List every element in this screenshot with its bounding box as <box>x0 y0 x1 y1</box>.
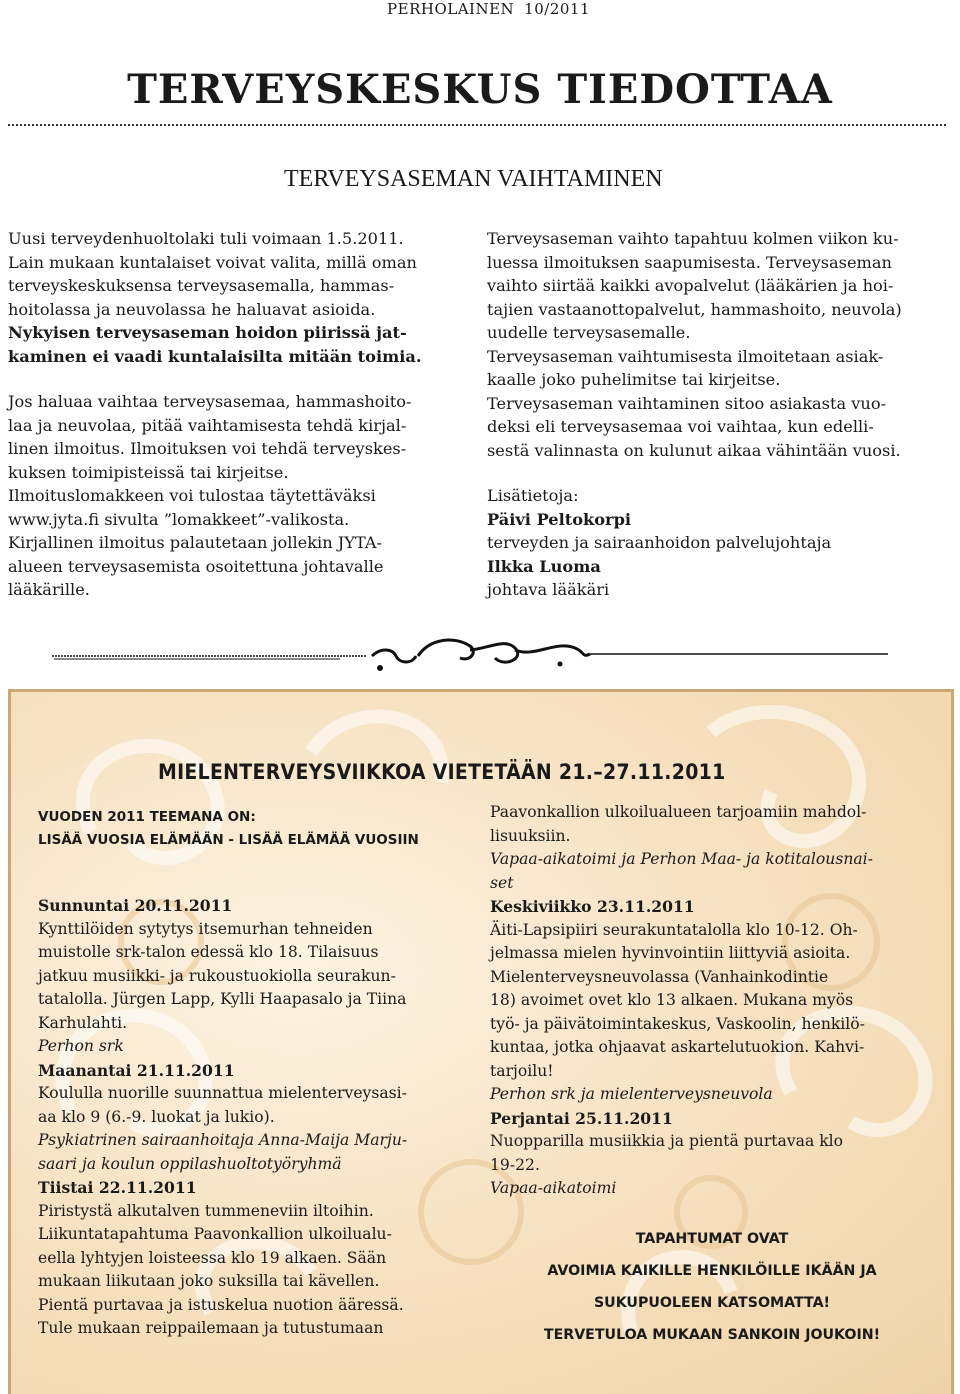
text-line: linen ilmoitus. Ilmoituksen voi tehdä terveyskes- <box>8 439 407 458</box>
text-line-bold: Nykyisen terveysaseman hoidon piirissä jat- <box>8 323 407 342</box>
event-organizer: Vapaa-aikatoimi <box>490 1179 617 1197</box>
contact-title: johtava lääkäri <box>487 580 610 599</box>
event-organizer: Psykiatrinen sairaanhoitaja Anna-Maija Marju- <box>38 1131 408 1149</box>
event-day: Perjantai 25.11.2011 <box>490 1108 673 1128</box>
event-text: Piristystä alkutalven tummeneviin iltoihin. <box>38 1201 374 1220</box>
text-line: hoitolassa ja neuvolassa he haluavat asioida. <box>8 299 376 319</box>
box-left-column <box>38 894 478 1341</box>
event-organizer: Vapaa-aikatoimi ja Perhon Maa- ja kotitalousnai- <box>490 850 873 868</box>
event-text: Liikuntatapahtuma Paavonkallion ulkoilualu- <box>38 1225 392 1243</box>
text-line: uudelle terveysasemalle. <box>487 323 691 342</box>
text-line: luessa ilmoituksen saapumisesta. Terveysaseman <box>487 252 892 272</box>
theme-line: VUODEN 2011 TEEMANA ON: <box>38 809 256 825</box>
event-text: tatalolla. Jürgen Lapp, Kylli Haapasalo ja Tiina <box>38 990 407 1008</box>
text-line: kuksen toimipisteissä tai kirjeitse. <box>8 462 289 482</box>
left-column <box>8 227 478 602</box>
text-line: Terveysaseman vaihto tapahtuu kolmen viikon ku- <box>487 229 899 248</box>
event-text: tarjoilu! <box>490 1061 554 1080</box>
event-text: Tule mukaan reippailemaan ja tutustumaan <box>38 1319 384 1337</box>
publication-name: PERHOLAINEN <box>387 0 515 18</box>
text-line: vaihto siirtää kaikki avopalvelut (lääkärien ja hoi- <box>487 276 894 295</box>
event-text: eella lyhtyjen loisteessa klo 19 alkaen. Sään <box>38 1248 387 1267</box>
event-text: muistolle srk-talon edessä klo 18. Tilaisuus <box>38 943 379 961</box>
ornament-divider-icon <box>0 628 960 688</box>
event-text: mukaan liikutaan joko suksilla tai kävellen. <box>38 1272 380 1290</box>
text-line: Terveysaseman vaihtaminen sitoo asiakasta vuo- <box>487 393 887 413</box>
text-line-bold: kaminen ei vaadi kuntalaisilta mitään toimia. <box>8 346 422 366</box>
theme-line: LISÄÄ VUOSIA ELÄMÄÄN - LISÄÄ ELÄMÄÄ VUOSIIN <box>38 832 419 848</box>
event-text: Mielenterveysneuvolassa (Vanhainkodintie <box>490 967 829 986</box>
text-line: kaalle joko puhelimitse tai kirjeitse. <box>487 370 781 389</box>
event-day: Sunnuntai 20.11.2011 <box>38 896 233 915</box>
closing-line: AVOIMIA KAIKILLE HENKILÖILLE IKÄÄN JA <box>547 1263 877 1279</box>
closing-message <box>492 1223 932 1351</box>
text-line: sestä valinnasta on kulunut aikaa vähintään vuosi. <box>487 440 901 460</box>
event-text: lisuuksiin. <box>490 826 571 845</box>
event-text: aa klo 9 (6.-9. luokat ja lukio). <box>38 1107 275 1126</box>
text-line: laa ja neuvolaa, pitää vaihtamisesta tehdä kirjal- <box>8 415 407 435</box>
event-text: Äiti-Lapsipiiri seurakuntatalolla klo 10-12. Oh- <box>490 920 858 939</box>
event-text: Karhulahti. <box>38 1013 128 1032</box>
event-text: jelmassa mielen hyvinvointiin liittyviä asioita. <box>490 944 851 962</box>
text-line: Terveysaseman vaihtumisesta ilmoitetaan asiak- <box>487 346 884 366</box>
issue-number: 10/2011 <box>524 0 590 18</box>
event-organizer: Perhon srk <box>38 1037 124 1055</box>
event-text: Nuopparilla musiikkia ja pientä purtavaa klo <box>490 1132 844 1150</box>
dotted-divider <box>8 124 946 126</box>
main-title: TERVEYSKESKUS TIEDOTTAA <box>127 66 833 113</box>
box-title: MIELENTERVEYSVIIKKOA VIETETÄÄN 21.–27.11.2011 <box>158 760 726 784</box>
text-line: Uusi terveydenhuoltolaki tuli voimaan 1.5.2011. <box>8 229 404 248</box>
event-day: Maanantai 21.11.2011 <box>38 1060 235 1080</box>
event-text: 19-22. <box>490 1155 540 1174</box>
text-line: alueen terveysasemista osoitettuna johtavalle <box>8 556 384 576</box>
section-title: TERVEYSASEMAN VAIHTAMINEN <box>284 166 663 192</box>
right-column <box>487 227 953 602</box>
event-text: työ- ja päivätoimintakeskus, Vaskoolin, henkilö- <box>490 1014 865 1033</box>
text-line: lääkärille. <box>8 580 90 599</box>
event-organizer: set <box>490 873 514 892</box>
text-line: tajien vastaanottopalvelut, hammashoito, neuvola) <box>487 299 902 319</box>
text-line: deksi eli terveysasemaa voi vaihtaa, kun edelli- <box>487 417 874 436</box>
text-line: terveyskeskuksensa terveysasemalla, hammas- <box>8 276 395 295</box>
event-text: Pientä purtavaa ja istuskelua nuotion ääressä. <box>38 1295 404 1314</box>
event-day: Tiistai 22.11.2011 <box>38 1178 197 1197</box>
info-label: Lisätietoja: <box>487 486 579 505</box>
event-text: jatkuu musiikki- ja rukoustuokiolla seurakun- <box>38 966 396 985</box>
event-organizer: Perhon srk ja mielenterveysneuvola <box>490 1085 773 1103</box>
event-day: Keskiviikko 23.11.2011 <box>490 897 695 916</box>
text-line: Kirjallinen ilmoitus palautetaan jollekin JYTA- <box>8 533 383 552</box>
theme-heading <box>38 806 419 852</box>
event-organizer: saari ja koulun oppilashuoltotyöryhmä <box>38 1154 342 1173</box>
closing-line: TAPAHTUMAT OVAT <box>635 1231 789 1247</box>
page-header <box>387 0 590 18</box>
closing-line: TERVETULOA MUKAAN SANKOIN JOUKOIN! <box>543 1327 881 1343</box>
box-right-column <box>490 801 945 1201</box>
text-line: Lain mukaan kuntalaiset voivat valita, millä oman <box>8 252 417 272</box>
text-line: Ilmoituslomakkeen voi tulostaa täytettäväksi <box>8 486 376 505</box>
event-text: Paavonkallion ulkoilualueen tarjoamiin mahdol- <box>490 803 867 821</box>
contact-name: Ilkka Luoma <box>487 556 601 576</box>
event-text: 18) avoimet ovet klo 13 alkaen. Mukana myös <box>490 991 854 1009</box>
contact-title: terveyden ja sairaanhoidon palvelujohtaja <box>487 533 832 552</box>
text-line: www.jyta.fi sivulta ”lomakkeet”-valikosta. <box>8 509 350 529</box>
text-line: Jos haluaa vaihtaa terveysasemaa, hammashoito- <box>8 392 412 411</box>
contact-name: Päivi Peltokorpi <box>487 509 632 529</box>
event-text: Koululla nuorille suunnattua mielenterveysasi- <box>38 1084 407 1102</box>
event-text: Kynttilöiden sytytys itsemurhan tehneiden <box>38 919 373 938</box>
closing-line: SUKUPUOLEEN KATSOMATTA! <box>593 1295 831 1311</box>
event-text: kuntaa, jotka ohjaavat askartelutuokion. Kahvi- <box>490 1038 865 1056</box>
